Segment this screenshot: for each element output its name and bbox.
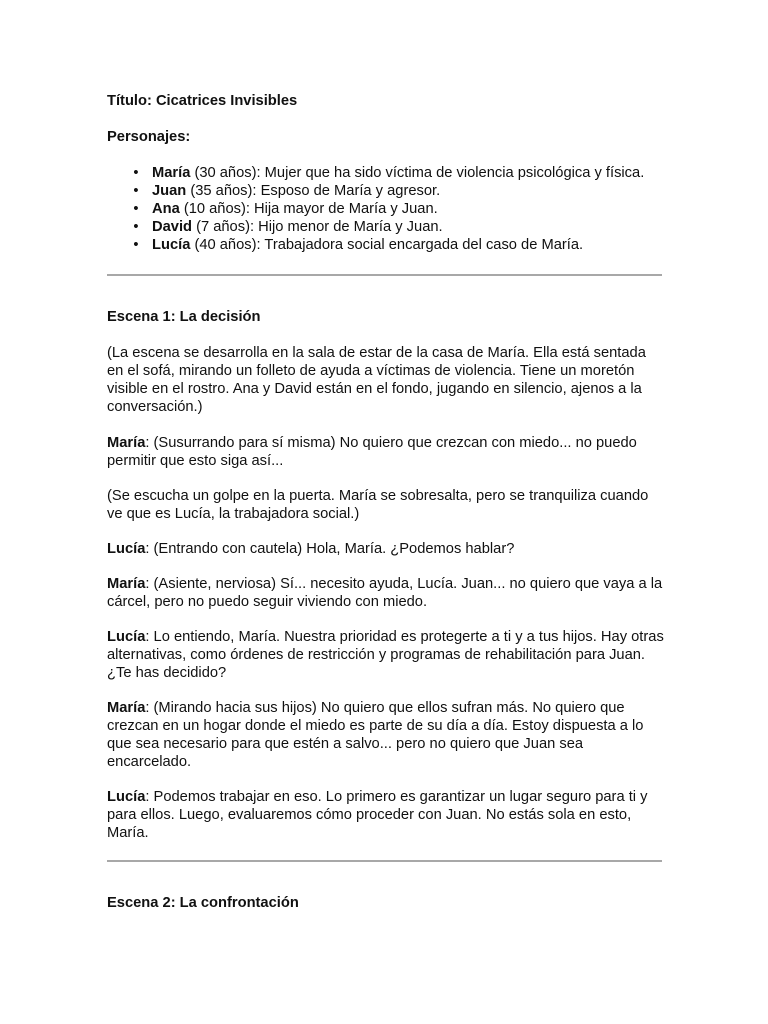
dialogue-line [107, 699, 664, 771]
bullet-icon: • [133, 219, 139, 235]
paragraph-text: (Se escucha un golpe en la puerta. María se sobresalta, pero se tranquiliza cuando ve que es Lucía, la trabajadora social.) [107, 488, 649, 522]
speaker-name: María [107, 576, 146, 592]
dialogue-text: : (Asiente, nerviosa) Sí... necesito ayuda, Lucía. Juan... no quiero que vaya a la cárcel, pero no puedo seguir viviendo con miedo. [107, 576, 663, 610]
title-value: Cicatrices Invisibles [155, 93, 298, 109]
speaker-name: Lucía [107, 541, 146, 557]
list-item [133, 200, 664, 218]
dialogue-text: : (Entrando con cautela) Hola, María. ¿Podemos hablar? [145, 541, 515, 557]
characters-list [107, 164, 664, 254]
characters-heading: Personajes: [107, 129, 191, 145]
bullet-icon: • [133, 201, 139, 217]
paragraph-text: (La escena se desarrolla en la sala de estar de la casa de María. Ella está sentada en el sofá, mirando un folleto de ayuda a víctimas de violencia. Tiene un moretón visible en el rostro. Ana y David están en el fondo, jugando en silencio, ajenos a la conversación.) [107, 345, 646, 415]
dialogue-line [107, 540, 664, 558]
character-name: David [152, 219, 192, 235]
list-item [133, 218, 664, 236]
character-name: María [152, 165, 191, 181]
dialogue-text: : Lo entiendo, María. Nuestra prioridad es protegerte a ti y a tus hijos. Hay otras alternativas, como órdenes de restricción y programas de rehabilitación para Juan. ¿Te has decidido? [107, 629, 664, 681]
bullet-icon: • [133, 183, 139, 199]
list-item [133, 164, 664, 182]
dialogue-line [107, 434, 664, 470]
character-name: Juan [152, 183, 187, 199]
dialogue-text: : (Mirando hacia sus hijos) No quiero que ellos sufran más. No quiero que crezcan en un hogar donde el miedo es parte de su día a día. Estoy dispuesta a lo que sea necesario para que estén a salvo... pero no quiero que Juan sea encarcelado. [107, 700, 644, 770]
document-title [107, 92, 664, 110]
character-description: (10 años): Hija mayor de María y Juan. [179, 201, 438, 217]
title-label: Título: [107, 93, 152, 109]
speaker-name: María [107, 435, 146, 451]
character-description: (7 años): Hijo menor de María y Juan. [192, 219, 443, 235]
bullet-icon: • [133, 165, 139, 181]
list-item [133, 182, 664, 200]
dialogue-line [107, 575, 664, 611]
dialogue-text: : Podemos trabajar en eso. Lo primero es garantizar un lugar seguro para ti y para ellos. Luego, evaluaremos cómo proceder con Juan. No estás sola en esto, María. [107, 789, 648, 841]
character-description: (30 años): Mujer que ha sido víctima de violencia psicológica y física. [190, 165, 645, 181]
character-name: Lucía [152, 237, 191, 253]
character-description: (40 años): Trabajadora social encargada del caso de María. [190, 237, 584, 253]
dialogue-line [107, 628, 664, 682]
speaker-name: Lucía [107, 629, 146, 645]
speaker-name: Lucía [107, 789, 146, 805]
stage-direction [107, 344, 664, 416]
stage-direction [107, 487, 664, 523]
list-item [133, 236, 664, 254]
character-description: (35 años): Esposo de María y agresor. [186, 183, 441, 199]
character-name: Ana [152, 201, 180, 217]
speaker-name: María [107, 700, 146, 716]
scene-1-heading: Escena 1: La decisión [107, 309, 261, 325]
scene-2-heading: Escena 2: La confrontación [107, 895, 299, 911]
dialogue-text: : (Susurrando para sí misma) No quiero que crezcan con miedo... no puedo permitir que esto siga así... [107, 435, 637, 469]
dialogue-line [107, 788, 664, 842]
bullet-icon: • [133, 237, 139, 253]
